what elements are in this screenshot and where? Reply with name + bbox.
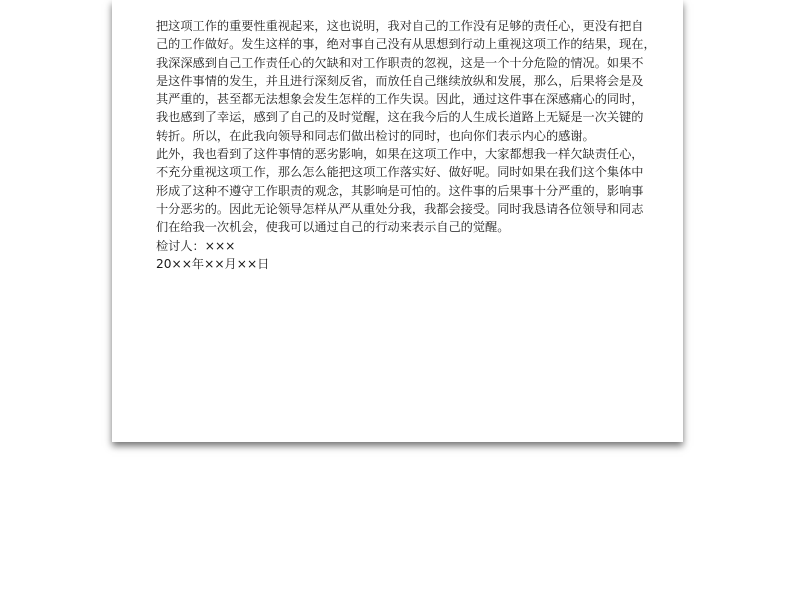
body-line: 形成了这种不遵守工作职责的观念，其影响是可怕的。这件事的后果事十分严重的，影响事	[156, 183, 644, 198]
body-line: 十分恶劣的。因此无论领导怎样从严从重处分我，我都会接受。同时我恳请各位领导和同志	[156, 201, 644, 216]
body-line: 己的工作做好。发生这样的事，绝对事自己没有从思想到行动上重视这项工作的结果，现在，	[156, 37, 656, 52]
date-line: 20××年××月××日	[156, 256, 270, 271]
signature-line: 检讨人：×××	[156, 238, 236, 253]
body-line: 其严重的，甚至都无法想象会发生怎样的工作失误。因此，通过这件事在深感痛心的同时，	[156, 92, 644, 107]
document-page	[112, 0, 683, 442]
body-line: 不充分重视这项工作，那么怎么能把这项工作落实好、做好呢。同时如果在我们这个集体中	[156, 165, 644, 180]
body-line: 转折。所以，在此我向领导和同志们做出检讨的同时，也向你们表示内心的感谢。	[156, 128, 595, 143]
body-line: 我深深感到自己工作责任心的欠缺和对工作职责的忽视，这是一个十分危险的情况。如果不	[156, 55, 644, 70]
document-body	[156, 17, 656, 273]
body-line: 把这项工作的重要性重视起来，这也说明，我对自己的工作没有足够的责任心，更没有把自	[156, 19, 644, 33]
body-line: 我也感到了幸运，感到了自己的及时觉醒，这在我今后的人生成长道路上无疑是一次关键的	[156, 110, 644, 125]
body-line: 们在给我一次机会，使我可以通过自己的行动来表示自己的觉醒。	[156, 220, 510, 235]
body-line: 是这件事情的发生，并且进行深刻反省，而放任自己继续放纵和发展，那么，后果将会是及	[156, 73, 644, 88]
body-line: 此外，我也看到了这件事情的恶劣影响，如果在这项工作中，大家都想我一样欠缺责任心，	[156, 147, 644, 162]
